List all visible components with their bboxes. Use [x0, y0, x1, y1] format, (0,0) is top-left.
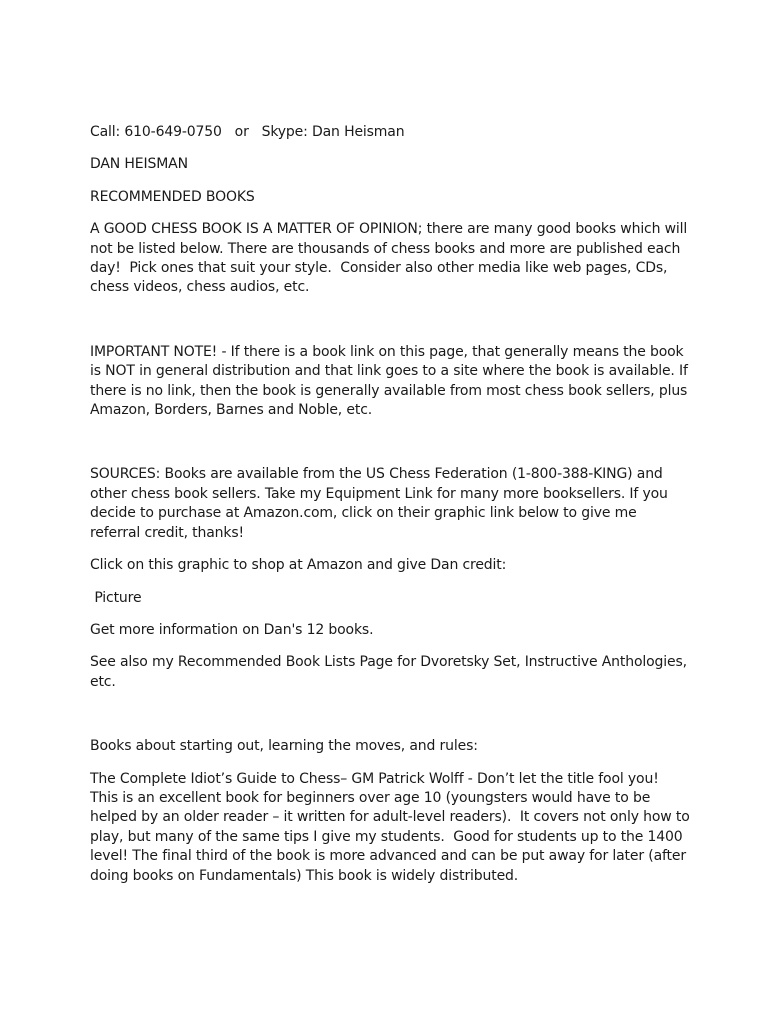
books-info-line: Get more information on Dan's 12 books. — [90, 621, 374, 638]
intro-paragraph: A GOOD CHESS BOOK IS A MATTER OF OPINION; there are many good books which will not be listed below. There are thousands of chess books and more are published each day! Pick ones that suit your style. Consider also other media like web pages, CDs, chess videos, chess audios, etc. — [90, 221, 692, 296]
section-heading: Books about starting out, learning the moves, and rules: — [90, 738, 478, 755]
amazon-prompt: Click on this graphic to shop at Amazon and give Dan credit: — [90, 557, 507, 574]
important-note-paragraph: IMPORTANT NOTE! - If there is a book link on this page, that generally means the book is NOT in general distribution and that link goes to a site where the book is available. If there is no link, then the book is generally available from most chess book sellers, plus Amazon, Borders, Barnes and Noble, etc. — [90, 343, 693, 419]
author-name: DAN HEISMAN — [90, 156, 188, 173]
book-entry: The Complete Idiot’s Guide to Chess– GM Patrick Wolff - Don’t let the title fool you! This is an excellent book for beginners over age 10 (youngsters would have to be helped by an older reader – it written for adult-level readers). It covers not only how to play, but many of the same tips I give my students. Good for students up to the 1400 level! The final third of the book is more advanced and can be put away for later (after doing books on Fundamentals) This book is widely distributed. — [90, 770, 694, 884]
see-also-paragraph: See also my Recommended Book Lists Page for Dvoretsky Set, Instructive Anthologies, etc. — [90, 654, 692, 690]
sources-paragraph: SOURCES: Books are available from the US Chess Federation (1-800-388-KING) and other chess book sellers. Take my Equipment Link for many more booksellers. If you decide to purchase at Amazon.com, click on their graphic link below to give me referral credit, thanks! — [90, 466, 673, 541]
contact-line: Call: 610-649-0750 or Skype: Dan Heisman — [90, 124, 405, 140]
document-page — [90, 123, 694, 886]
amazon-picture-placeholder[interactable]: Picture — [90, 589, 142, 606]
page-heading: RECOMMENDED BOOKS — [90, 188, 255, 205]
